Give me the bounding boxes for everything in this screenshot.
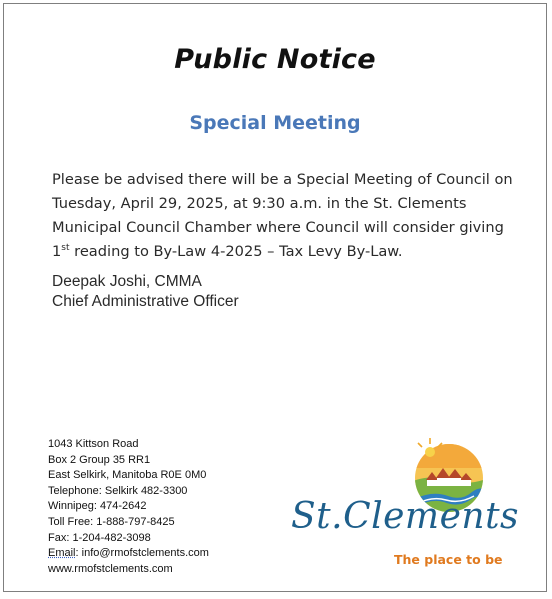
notice-body-text-end: reading to By-Law 4-2025 – Tax Levy By-Law. xyxy=(69,243,403,260)
website-link[interactable]: www.rmofstclements.com xyxy=(48,562,173,575)
st-clements-logo xyxy=(287,438,520,578)
logo-tagline: The place to be xyxy=(394,552,503,567)
notice-subtitle: Special Meeting xyxy=(189,112,361,134)
logo-wordmark: St.Clements xyxy=(291,496,520,537)
address-line: Box 2 Group 35 RR1 xyxy=(48,453,151,466)
winnipeg-phone-line: Winnipeg: 474-2642 xyxy=(48,500,147,513)
notice-body-text: Please be advised there will be a Special Meeting of Council on Tuesday, April 29, 2025, at 9:30 a.m. in the St. Clements Municipal Council Chamber where Council will consider giving 1 xyxy=(52,171,513,260)
address-line: East Selkirk, Manitoba R0E 0M0 xyxy=(48,469,207,482)
fax-line: Fax: 1-204-482-3098 xyxy=(48,531,151,544)
signature-title: Chief Administrative Officer xyxy=(52,293,239,310)
contact-block xyxy=(48,437,209,577)
notice-body xyxy=(52,168,522,264)
page-title: Public Notice xyxy=(174,44,376,75)
email-address[interactable]: : info@rmofstclements.com xyxy=(75,547,209,560)
toll-free-line: Toll Free: 1-888-797-8425 xyxy=(48,515,175,528)
signature-name: Deepak Joshi, CMMA xyxy=(52,273,202,290)
email-line xyxy=(48,546,209,562)
telephone-line: Telephone: Selkirk 482-3300 xyxy=(48,484,188,497)
address-line: 1043 Kittson Road xyxy=(48,438,139,450)
signature-block xyxy=(52,272,239,312)
ordinal-suffix: st xyxy=(61,243,70,254)
email-label: Email xyxy=(48,547,76,560)
notice-frame xyxy=(3,3,547,592)
